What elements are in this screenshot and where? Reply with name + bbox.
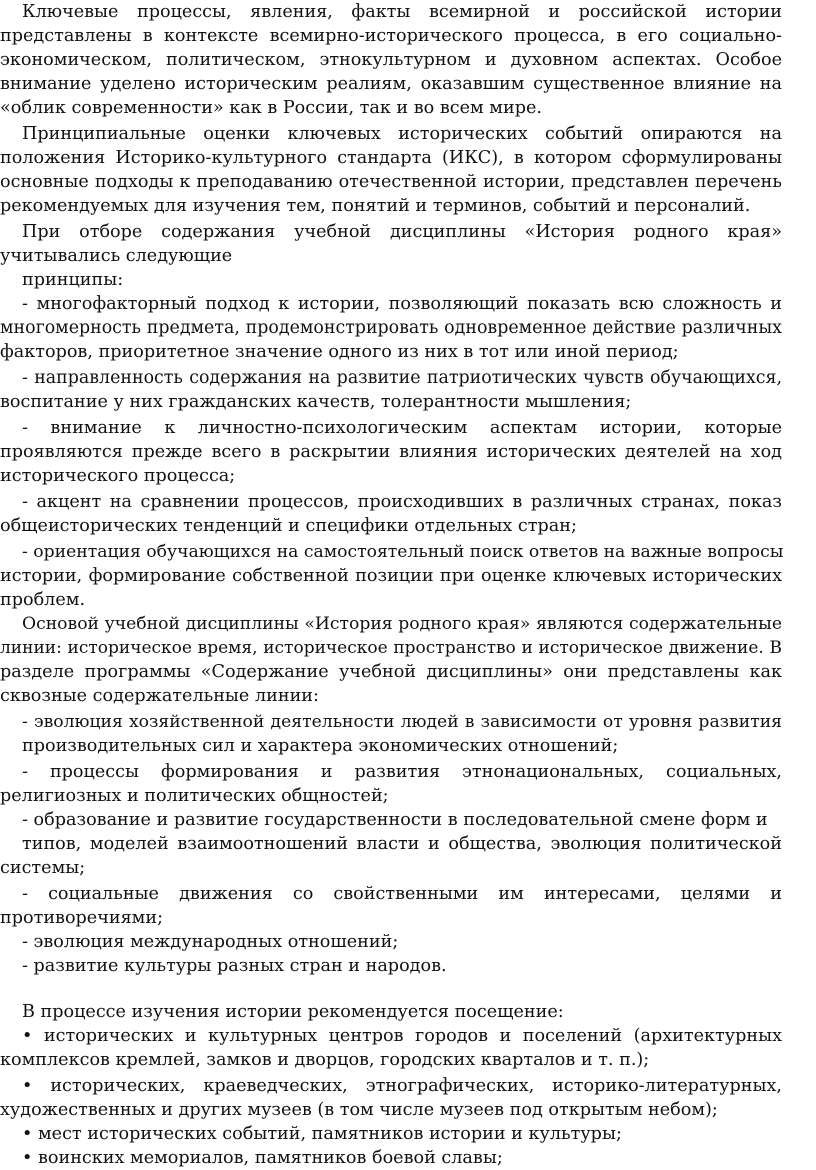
text-line: исторического процесса;: [0, 466, 236, 486]
text-line: типов, моделей взаимоотношений власти и общества, эволюция политической: [22, 834, 782, 854]
text-line: учитывались следующие: [0, 246, 233, 266]
bullet-item: • исторических, краеведческих, этнографических, историко-литературных,: [22, 1076, 782, 1096]
text-line: Принципиальные оценки ключевых исторических событий опираются на: [22, 124, 782, 144]
text-line: При отборе содержания учебной дисциплины «История родного края»: [22, 222, 782, 242]
bullet-item: • воинских мемориалов, памятников боевой славы;: [22, 1148, 503, 1168]
text-line: внимание уделено историческим реалиям, оказавшим существенное влияние на: [0, 74, 782, 94]
text-line: разделе программы «Содержание учебной дисциплины» они представлены как: [0, 662, 782, 682]
list-item: - многофакторный подход к истории, позволяющий показать всю сложность и: [22, 294, 782, 314]
text-line: религиозных и политических общностей;: [0, 786, 389, 806]
text-line: многомерность предмета, продемонстрировать одновременное действие различных: [0, 318, 782, 338]
text-line: принципы:: [22, 270, 124, 290]
list-item: - развитие культуры разных стран и народов.: [22, 956, 447, 976]
text-line: проявляются прежде всего в раскрытии влияния исторических деятелей на ход: [0, 442, 782, 462]
list-item: - образование и развитие государственности в последовательной смене форм и: [22, 810, 768, 830]
text-line: экономическом, политическом, этнокультурном и духовном аспектах. Особое: [0, 50, 782, 70]
list-item: - процессы формирования и развития этнонациональных, социальных,: [22, 762, 782, 782]
text-line: линии: историческое время, историческое пространство и историческое движение. В: [0, 638, 782, 658]
text-line: комплексов кремлей, замков и дворцов, городских кварталов и т. п.);: [0, 1050, 650, 1070]
text-line: факторов, приоритетное значение одного из них в тот или иной период;: [0, 342, 679, 362]
text-line: Основой учебной дисциплины «История родного края» являются содержательные: [22, 614, 782, 634]
text-line: рекомендуемых для изучения тем, понятий и терминов, событий и персоналий.: [0, 196, 751, 216]
list-item: - направленность содержания на развитие патриотических чувств обучающихся,: [22, 368, 782, 388]
text-line: основные подходы к преподаванию отечественной истории, представлен перечень: [0, 172, 782, 192]
text-line: системы;: [0, 858, 86, 878]
bullet-item: • мест исторических событий, памятников истории и культуры;: [22, 1124, 622, 1144]
list-item: - эволюция хозяйственной деятельности людей в зависимости от уровня развития: [22, 712, 782, 732]
list-item: - ориентация обучающихся на самостоятельный поиск ответов на важные вопросы: [22, 542, 784, 562]
text-line: производительных сил и характера экономических отношений;: [22, 736, 619, 756]
list-item: - акцент на сравнении процессов, происходивших в различных странах, показ: [22, 492, 782, 512]
text-line: проблем.: [0, 590, 86, 610]
text-line: положения Историко-культурного стандарта (ИКС), в котором сформулированы: [0, 148, 782, 168]
text-line: противоречиями;: [0, 908, 164, 928]
text-line: В процессе изучения истории рекомендуется посещение:: [22, 1002, 564, 1022]
text-line: истории, формирование собственной позиции при оценке ключевых исторических: [0, 566, 782, 586]
text-line: сквозные содержательные линии:: [0, 686, 319, 706]
text-line: представлены в контексте всемирно-исторического процесса, в его социально-: [0, 26, 782, 46]
text-line: воспитание у них гражданских качеств, толерантности мышления;: [0, 392, 632, 412]
text-line: «облик современности» как в России, так и во всем мире.: [0, 98, 542, 118]
text-line: Ключевые процессы, явления, факты всемирной и российской истории: [22, 2, 782, 22]
list-item: - внимание к личностно-психологическим аспектам истории, которые: [22, 418, 782, 438]
list-item: - эволюция международных отношений;: [22, 932, 399, 952]
list-item: - социальные движения со свойственными им интересами, целями и: [22, 884, 782, 904]
bullet-item: • исторических и культурных центров городов и поселений (архитектурных: [22, 1026, 782, 1046]
text-line: художественных и других музеев (в том числе музеев под открытым небом);: [0, 1100, 718, 1120]
text-line: общеисторических тенденций и специфики отдельных стран;: [0, 516, 577, 536]
